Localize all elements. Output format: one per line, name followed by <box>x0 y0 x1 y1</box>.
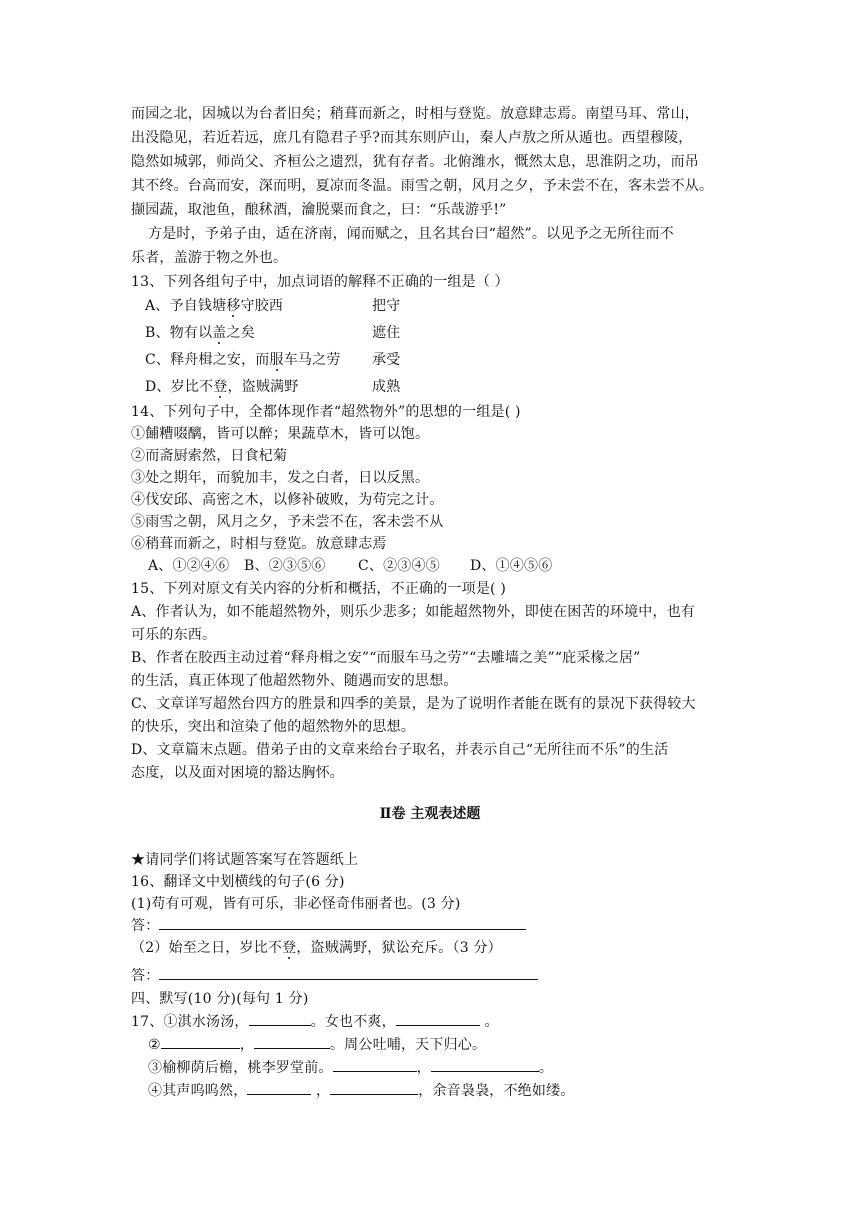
q15-line: D、文章篇末点题。借弟子由的文章来给台子取名，并表示自己“无所往而不乐”的生活 <box>131 742 669 758</box>
answer-blank[interactable] <box>431 1057 539 1072</box>
passage-line: 出没隐见，若近若远，庶几有隐君子乎?而其东则庐山，秦人卢敖之所从遁也。西望穆陵， <box>131 130 693 146</box>
q13-option-d-definition: 成熟 <box>372 379 401 395</box>
passage-line: 隐然如城郭，师尚父、齐桓公之遗烈，犹有存者。北俯潍水，慨然太息，思淮阴之功，而吊 <box>131 154 699 170</box>
q13-option-a-definition: 把守 <box>372 298 401 314</box>
q14-item: ②而斋厨索然，日食杞菊 <box>131 448 288 464</box>
answer-blank[interactable] <box>330 1080 418 1095</box>
q13-option-d: D、岁比不登，盗贼满野 <box>145 379 299 395</box>
q14-item: ⑤雨雪之朝，风月之夕，予未尝不在，客未尝不从 <box>131 514 444 530</box>
passage-line: 方是时，予弟子由，适在济南，闻而赋之，且名其台曰“超然”。以见予之无所往而不 <box>148 226 674 242</box>
emphasis-dot-word: 盖 <box>212 325 227 341</box>
q17-line-3: ③榆柳荫后檐，桃李罗堂前。 ， 。 <box>148 1057 553 1079</box>
part-4-heading: 四、默写(10 分)(每句 1 分) <box>131 991 309 1007</box>
q13-option-c-definition: 承受 <box>372 352 401 368</box>
q15-line: 的生活，真正体现了他超然物外、随遇而安的思想。 <box>131 673 458 689</box>
q15-line: B、作者在胶西主动过着“释舟楫之安”“而服车马之劳”“去雕墙之美”“庇采椽之居” <box>131 650 641 666</box>
answer-blank[interactable] <box>159 965 538 980</box>
answer-blank[interactable] <box>254 1034 330 1049</box>
q14-item: ③处之期年，而貌加丰，发之白者，日以反黑。 <box>131 470 430 486</box>
q13-option-a: A、予自钱塘移守胶西 <box>145 298 284 314</box>
answer-blank[interactable] <box>396 1011 480 1026</box>
q15-line: 的快乐，突出和渲染了他的超然物外的思想。 <box>131 719 415 735</box>
q14-item: ④伐安邱、高密之木，以修补破败，为苟完之计。 <box>131 492 444 508</box>
q17-line-2: ② ， 。周公吐哺，天下归心。 <box>148 1034 486 1056</box>
q13-option-b-definition: 遮住 <box>372 325 401 341</box>
q17-line-4: ④其声呜呜然， ， ，余音袅袅，不绝如缕。 <box>148 1080 574 1102</box>
q16-sentence-1: (1)苟有可观，皆有可乐，非必怪奇伟丽者也。(3 分) <box>131 896 461 912</box>
emphasis-dot-word: 登 <box>213 379 228 395</box>
q17-line-1: 17、①淇水汤汤， 。女也不爽， 。 <box>131 1011 499 1033</box>
q16-answer-1: 答： <box>131 915 526 937</box>
passage-line: 撷园蔬，取池鱼，酿秫酒，瀹脱粟而食之，曰：“乐哉游乎!” <box>131 202 507 218</box>
q14-choice-c: C、②③④⑤ <box>358 558 440 574</box>
answer-blank[interactable] <box>247 1080 311 1095</box>
q14-choice-a: A、①②④⑥ <box>148 558 230 574</box>
question-14-stem: 14、下列句子中，全都体现作者“超然物外”的思想的一组是( ) <box>131 404 521 420</box>
question-16-stem: 16、翻译文中划横线的句子(6 分) <box>131 874 345 890</box>
notice: ★请同学们将试题答案写在答题纸上 <box>131 852 359 868</box>
q15-line: A、作者认为，如不能超然物外，则乐少悲多；如能超然物外，即使在困苦的环境中，也有 <box>131 604 696 620</box>
q13-option-c: C、释舟楫之安，而服车马之劳 <box>145 352 341 368</box>
passage-line: 乐者，盖游于物之外也。 <box>131 250 288 266</box>
emphasis-dot-word: 移 <box>226 298 241 314</box>
section-title: Ⅱ卷 主观表述题 <box>379 806 481 822</box>
q14-item: ⑥稍葺而新之，时相与登览。放意肆志焉 <box>131 536 387 552</box>
q13-option-b: B、物有以盖之矣 <box>145 325 255 341</box>
question-15-stem: 15、下列对原文有关内容的分析和概括，不正确的一项是( ) <box>131 581 506 597</box>
q15-line: 可乐的东西。 <box>131 627 217 643</box>
q14-choice-b: B、②③⑤⑥ <box>244 558 326 574</box>
passage-line: 而园之北，因城以为台者旧矣；稍葺而新之，时相与登览。放意肆志焉。南望马耳、常山， <box>131 106 699 122</box>
answer-blank[interactable] <box>159 915 526 930</box>
q16-sentence-2: （2）始至之日，岁比不登，盗贼满野，狱讼充斥。（3 分） <box>131 940 502 956</box>
emphasis-dot-word: 服 <box>269 352 284 368</box>
question-13-stem: 13、下列各组句子中，加点词语的解释不正确的一组是（ ） <box>131 274 509 290</box>
answer-blank[interactable] <box>333 1057 417 1072</box>
answer-blank[interactable] <box>161 1034 240 1049</box>
q15-line: 态度，以及面对困境的豁达胸怀。 <box>131 765 344 781</box>
answer-blank[interactable] <box>249 1011 311 1026</box>
emphasis-dot-word: 登 <box>282 940 297 956</box>
q16-answer-2: 答： <box>131 965 538 987</box>
q14-choice-d: D、①④⑤⑥ <box>470 558 553 574</box>
q14-item: ①餔糟啜醨，皆可以醉；果蔬草木，皆可以饱。 <box>131 426 430 442</box>
q15-line: C、文章详写超然台四方的胜景和四季的美景，是为了说明作者能在既有的景况下获得较大 <box>131 696 696 712</box>
passage-line: 其不终。台高而安，深而明，夏凉而冬温。雨雪之朝，风月之夕，予未尝不在，客未尝不从。 <box>131 178 714 194</box>
